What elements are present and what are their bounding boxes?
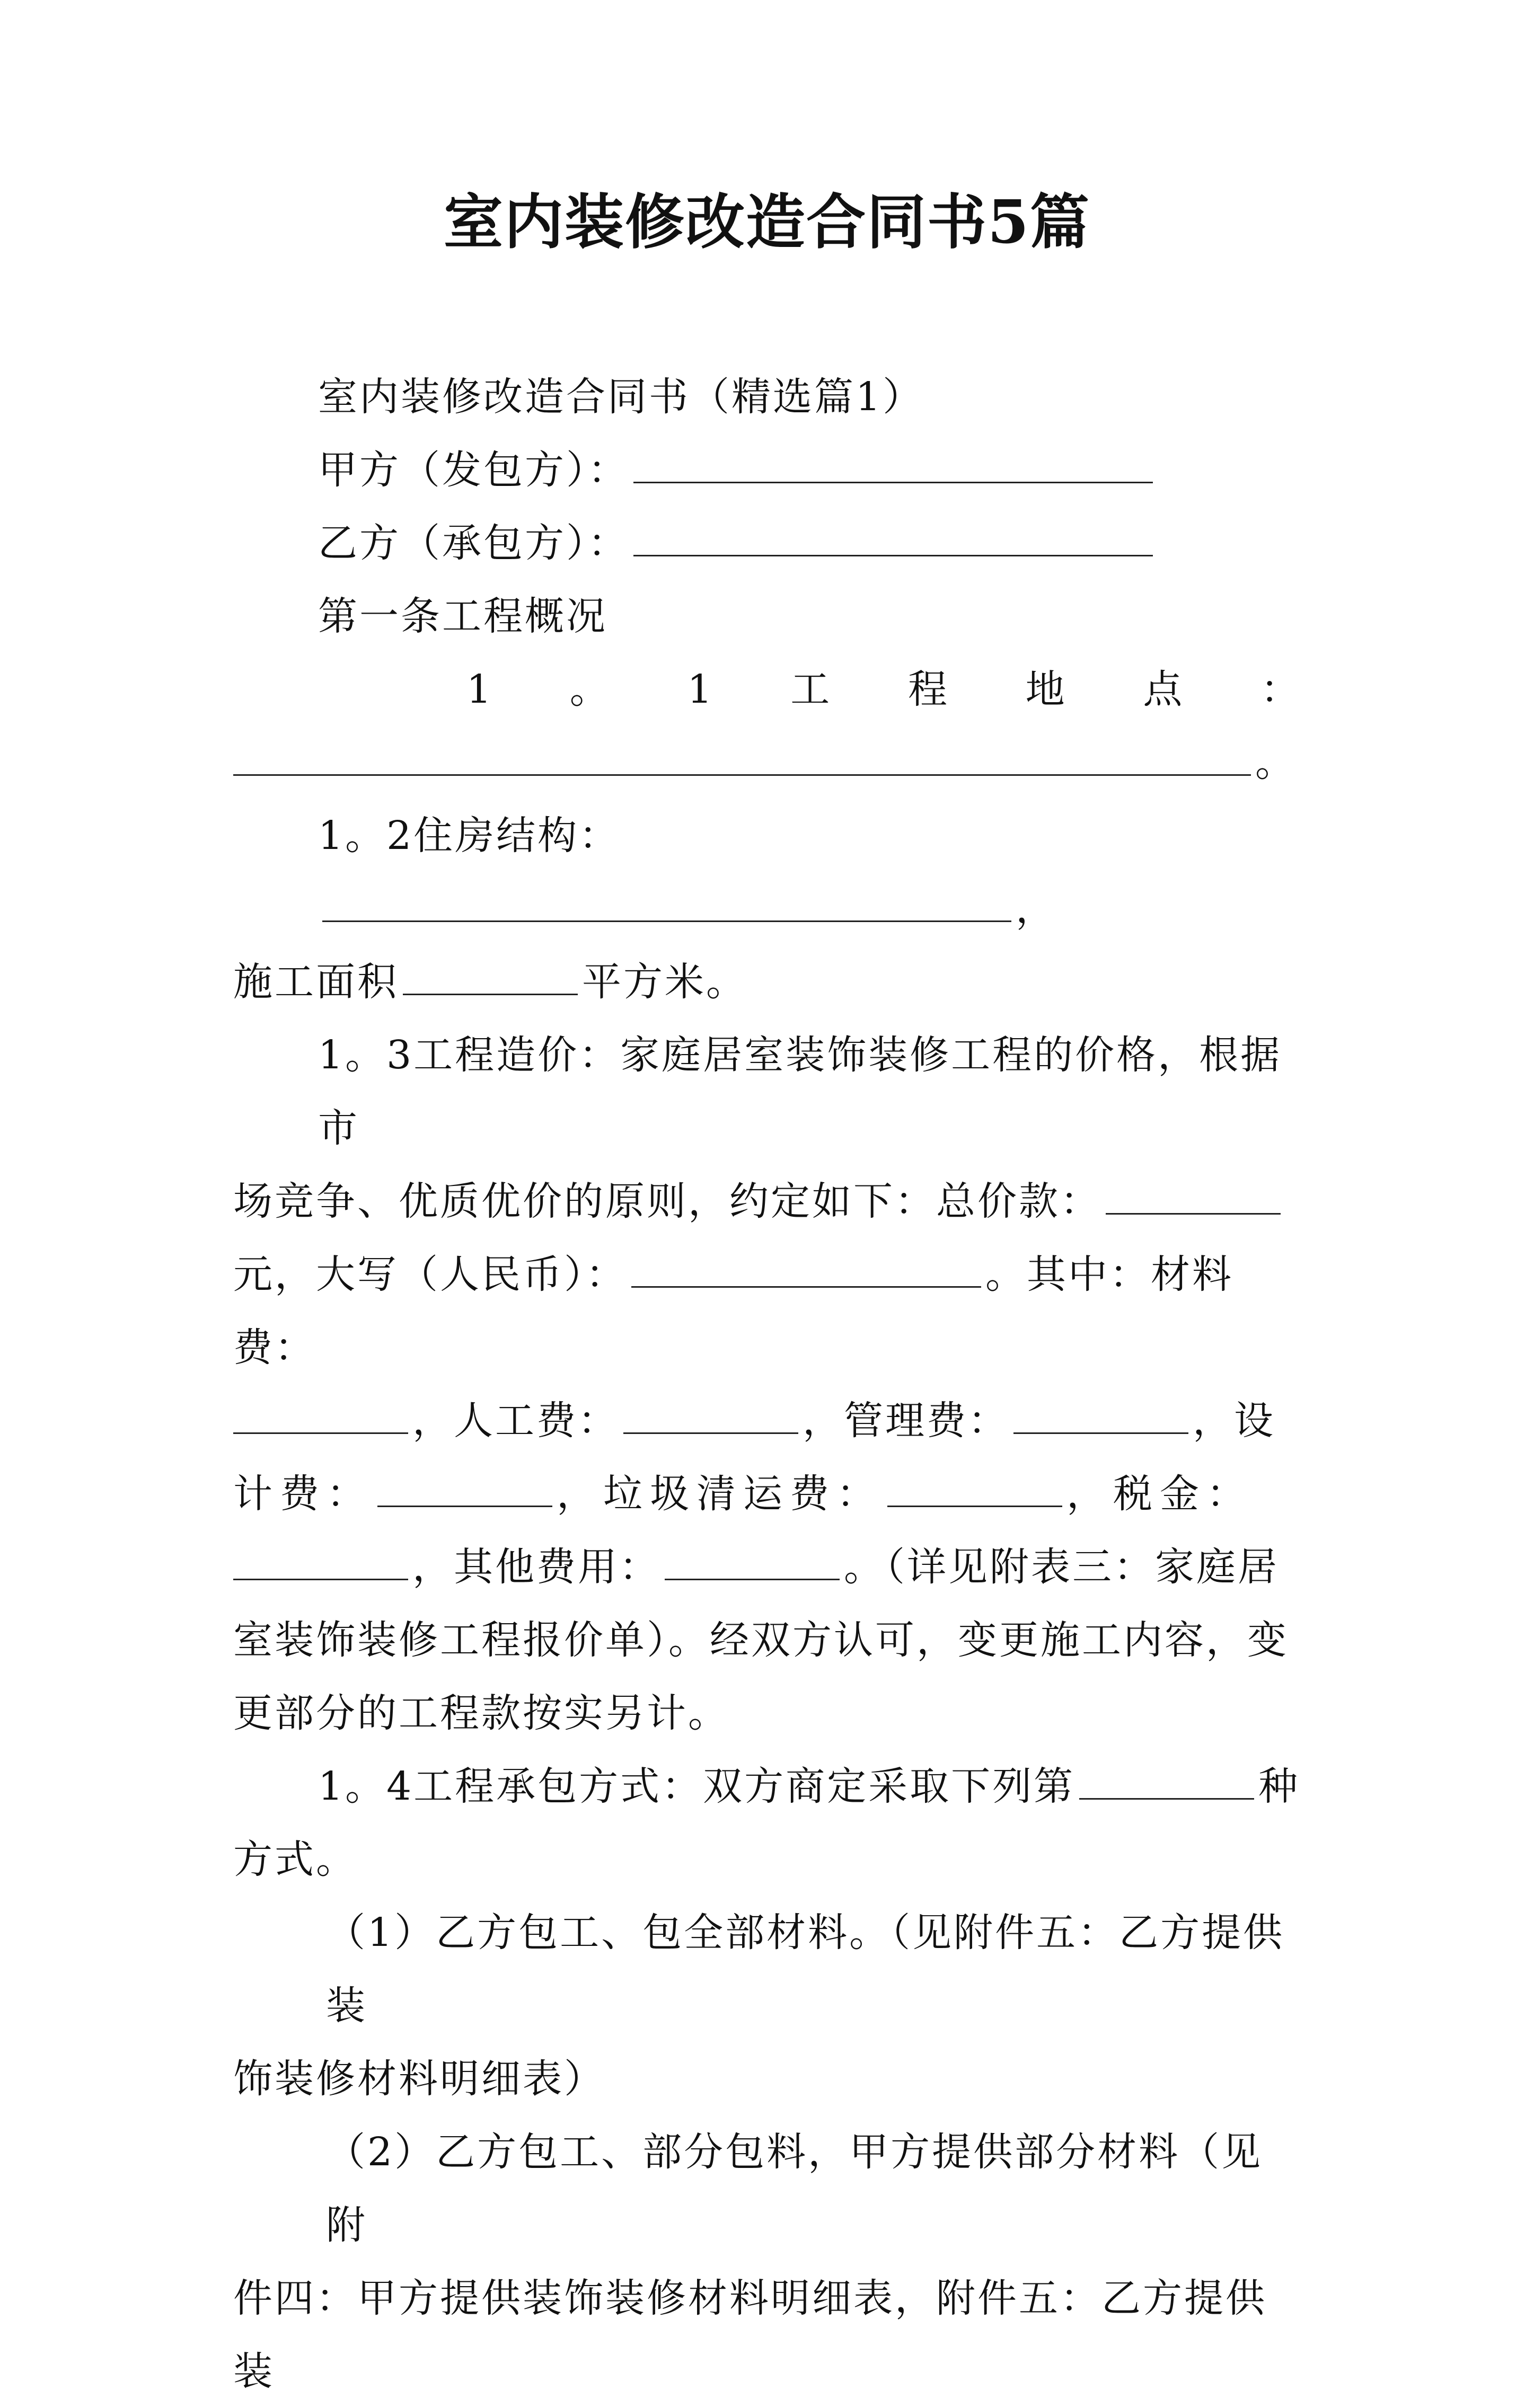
labor-fee-blank[interactable] [623,1401,798,1434]
area-blank[interactable] [403,962,578,995]
price-in-words-blank[interactable] [631,1254,981,1288]
material-fee-blank[interactable] [233,1401,408,1434]
structure-blank[interactable] [322,889,1011,922]
section-1-4-line1: 1。4工程承包方式：双方商定采取下列第 种 [318,1764,1300,1809]
section-1-1-spread: 1 。 1 工 程 地 点 ： [466,667,1302,712]
document-body [233,360,1302,2408]
option-1-line2: 饰装修材料明细表） [233,2056,605,2102]
section-1-2-line2: 施工面积 平方米。 [233,959,747,1005]
section-1-1-blank-line: 。 [233,726,1302,799]
document-title: 室内装修改造合同书5篇 [444,188,1090,257]
option-2-line2: 件四：甲方提供装饰装修材料明细表，附件五：乙方提供装 [233,2276,1267,2394]
design-fee-blank[interactable] [377,1474,552,1507]
method-choice-blank[interactable] [1079,1766,1254,1800]
party-b-line: 乙方（承包方）： [233,507,1302,580]
option-1-line1: （1）乙方包工、包全部材料。（见附件五：乙方提供装 [326,1910,1285,2029]
section-1-3-line3: 元，大写（人民币）： 。其中：材料费： [233,1252,1233,1370]
subtitle: 室内装修改造合同书（精选篇1） [318,374,924,420]
party-a-blank[interactable] [633,450,1153,483]
other-fee-blank[interactable] [665,1547,840,1580]
article-1-heading: 第一条工程概况 [318,594,607,639]
option-2-line1: （2）乙方包工、部分包料，甲方提供部分材料（见附 [326,2129,1263,2248]
party-a-line: 甲方（发包方）： [233,433,1302,507]
management-fee-blank[interactable] [1013,1401,1188,1434]
section-1-3-line2: 场竞争、优质优价的原则，约定如下：总价款： [233,1165,1302,1238]
section-1-3-line8: 更部分的工程款按实另计。 [233,1690,729,1736]
section-1-3-line6: ，其他费用： 。（详见附表三：家庭居 [233,1530,1302,1604]
party-b-blank[interactable] [633,523,1153,556]
section-1-3-line1: 1。3工程造价：家庭居室装饰装修工程的价格，根据市 [318,1032,1282,1151]
section-1-4-line2: 方式。 [233,1837,357,1882]
tax-blank[interactable] [233,1547,408,1580]
section-1-3-line7: 室装饰装修工程报价单）。经双方认可，变更施工内容，变 [233,1617,1289,1663]
garbage-fee-blank[interactable] [887,1474,1062,1507]
section-1-3-line4: ，人工费： ，管理费： ，设 [233,1384,1302,1457]
location-blank[interactable] [233,742,1251,776]
section-1-2-line1: 1。2住房结构：， [318,813,1057,932]
total-price-blank[interactable] [1106,1181,1281,1215]
section-1-3-line5: 计费： ，垃圾清运费： ，税金： [233,1471,1253,1517]
